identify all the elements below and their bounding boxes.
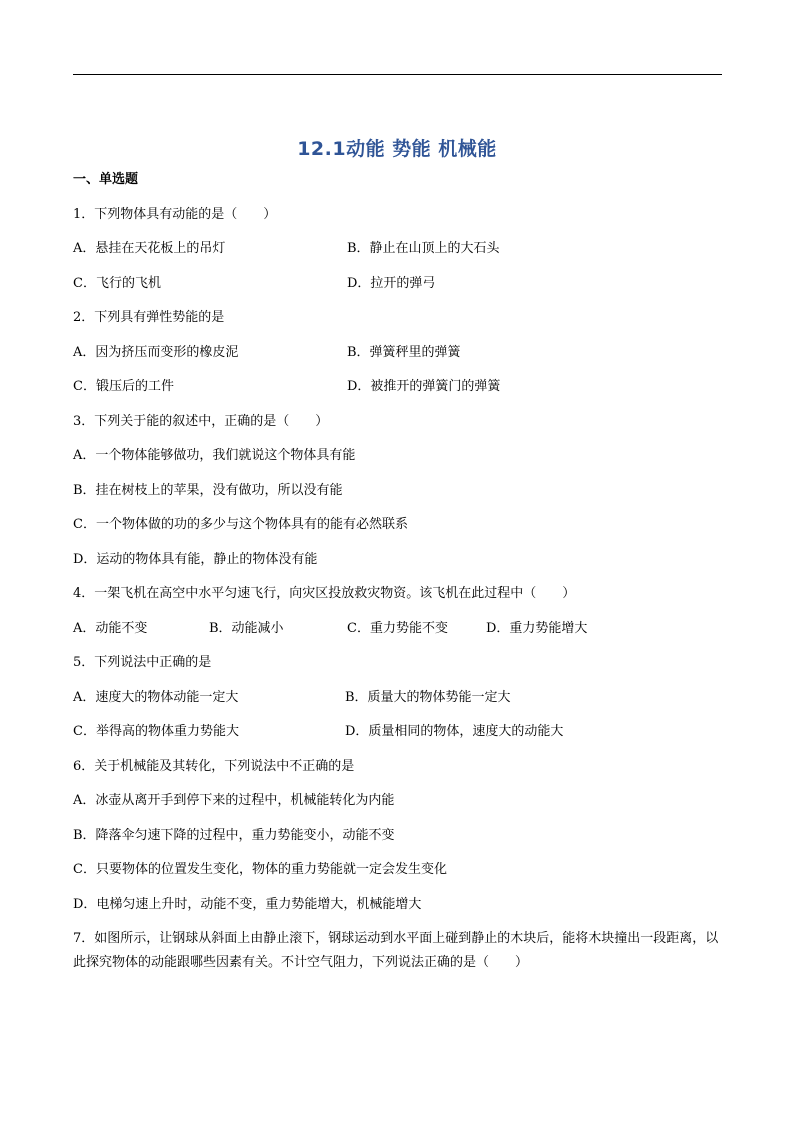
question-5-option-b: B．质量大的物体势能一定大 xyxy=(345,690,511,705)
question-5-option-c: C．举得高的物体重力势能大 xyxy=(73,724,239,739)
question-3-option-c: C．一个物体做的功的多少与这个物体具有的能有必然联系 xyxy=(73,517,408,532)
question-2-stem: 2．下列具有弹性势能的是 xyxy=(73,310,225,325)
question-4-option-c: C．重力势能不变 xyxy=(347,621,448,636)
question-4-stem: 4．一架飞机在高空中水平匀速飞行，向灾区投放救灾物资。该飞机在此过程中（ ） xyxy=(73,586,576,601)
question-3-option-b: B．挂在树枝上的苹果，没有做功，所以没有能 xyxy=(73,483,343,498)
question-3-option-d: D．运动的物体具有能，静止的物体没有能 xyxy=(73,552,318,567)
question-2-option-a: A．因为挤压而变形的橡皮泥 xyxy=(73,345,239,360)
question-4-option-a: A．动能不变 xyxy=(73,621,148,636)
question-4-option-d: D．重力势能增大 xyxy=(486,621,588,636)
question-1-option-b: B．静止在山顶上的大石头 xyxy=(347,241,500,256)
document-title: 12.1动能 势能 机械能 xyxy=(297,138,497,160)
question-1-option-a: A．悬挂在天花板上的吊灯 xyxy=(73,241,226,256)
question-3-stem: 3．下列关于能的叙述中，正确的是（ ） xyxy=(73,414,329,429)
question-7-stem: 7．如图所示，让钢球从斜面上由静止滚下，钢球运动到水平面上碰到静止的木块后，能将木块撞出一段距离，以此探究物体的动能跟哪些因素有关。不计空气阻力，下列说法正确的是（ ） xyxy=(73,931,719,970)
question-6-option-a: A．冰壶从离开手到停下来的过程中，机械能转化为内能 xyxy=(73,793,395,808)
section-heading: 一、单选题 xyxy=(73,172,139,187)
question-6-option-c: C．只要物体的位置发生变化，物体的重力势能就一定会发生变化 xyxy=(73,862,447,877)
question-4-option-b: B．动能减小 xyxy=(209,621,284,636)
question-2-option-c: C．锻压后的工件 xyxy=(73,379,174,394)
question-5-option-a: A．速度大的物体动能一定大 xyxy=(73,690,239,705)
question-3-option-a: A．一个物体能够做功，我们就说这个物体具有能 xyxy=(73,448,356,463)
question-5-stem: 5．下列说法中正确的是 xyxy=(73,655,212,670)
question-6-option-d: D．电梯匀速上升时，动能不变，重力势能增大，机械能增大 xyxy=(73,897,422,912)
question-1-option-d: D．拉开的弹弓 xyxy=(347,276,436,291)
question-5-option-d: D．质量相同的物体，速度大的动能大 xyxy=(345,724,564,739)
question-2-option-d: D．被推开的弹簧门的弹簧 xyxy=(347,379,501,394)
question-2-option-b: B．弹簧秤里的弹簧 xyxy=(347,345,461,360)
question-1-option-c: C．飞行的飞机 xyxy=(73,276,161,291)
question-1-stem: 1．下列物体具有动能的是（ ） xyxy=(73,207,277,222)
question-6-option-b: B．降落伞匀速下降的过程中，重力势能变小，动能不变 xyxy=(73,828,395,843)
header-rule xyxy=(73,74,722,75)
question-6-stem: 6．关于机械能及其转化，下列说法中不正确的是 xyxy=(73,759,355,774)
